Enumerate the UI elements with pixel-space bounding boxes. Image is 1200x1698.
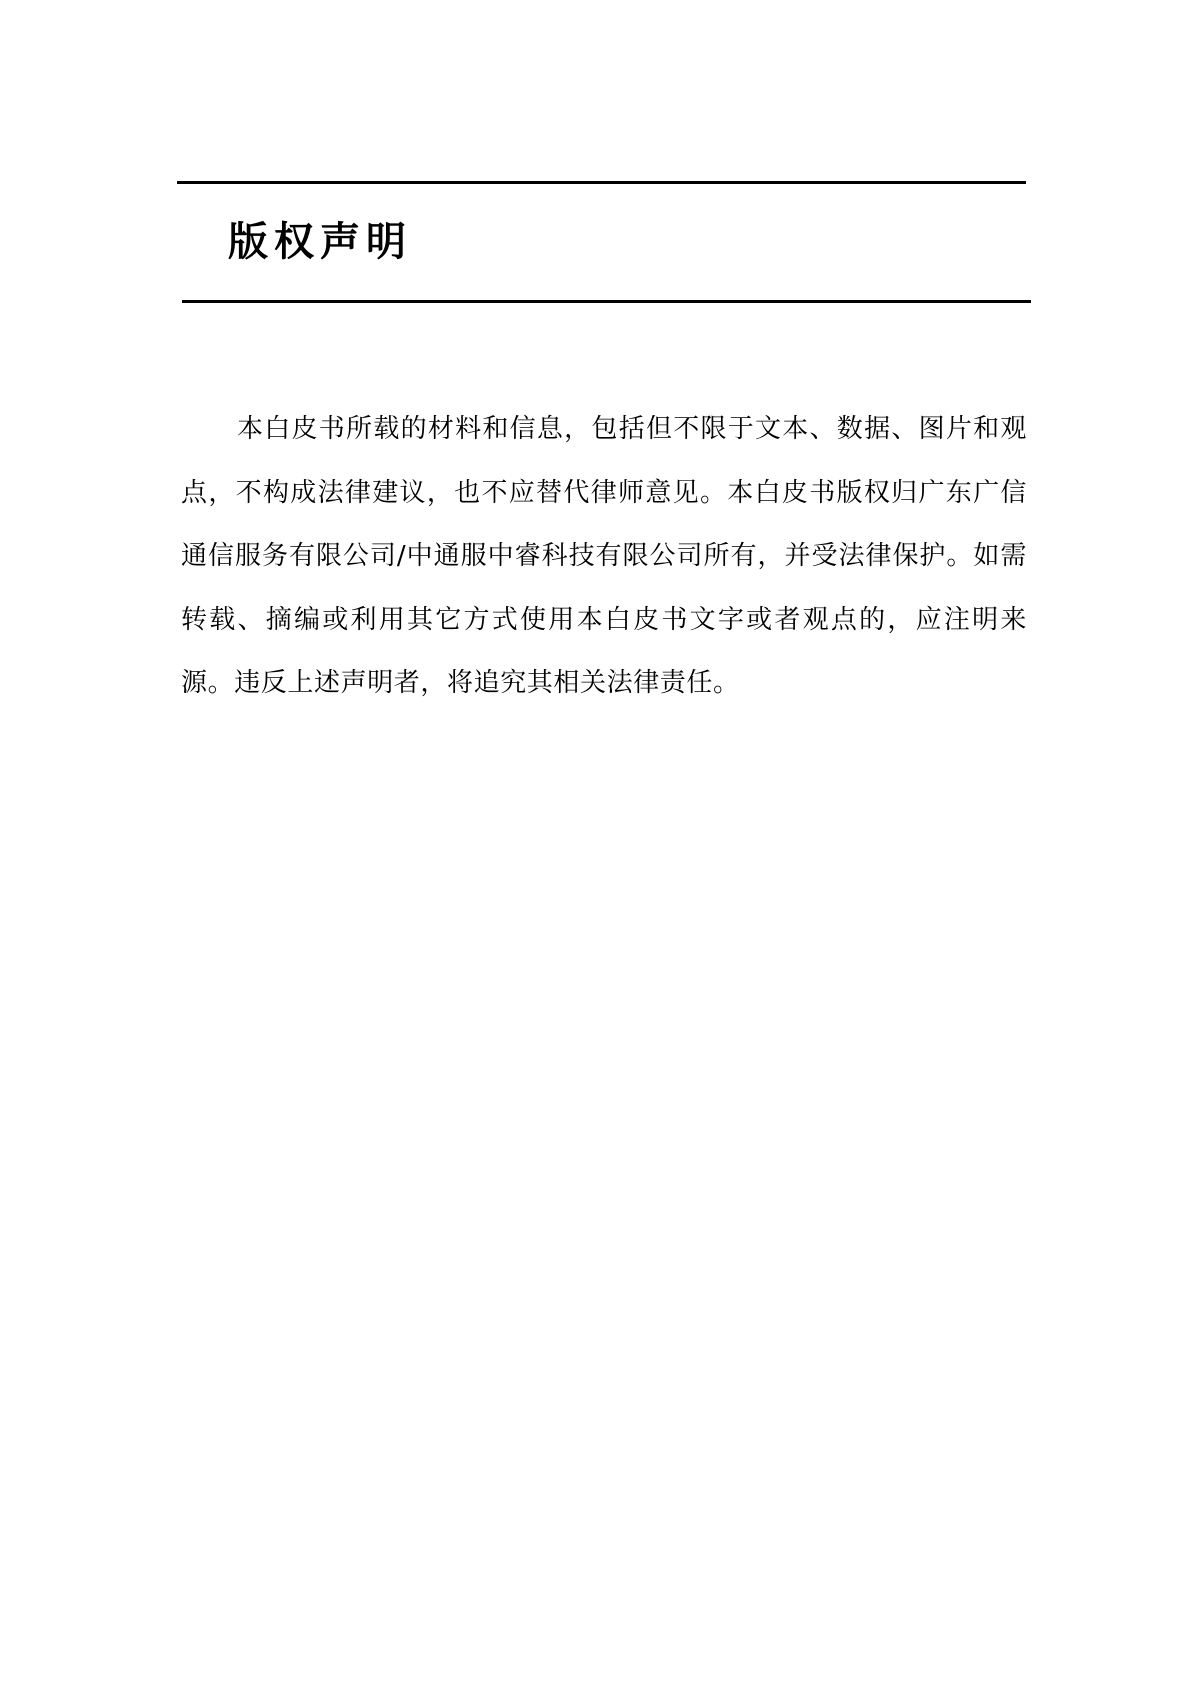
copyright-statement: 本白皮书所载的材料和信息，包括但不限于文本、数据、图片和观点，不构成法律建议，也不应替代律师意见。本白皮书版权归广东广信通信服务有限公司/中通服中睿科技有限公司所有，并受法律保护。如需转载、摘编或利用其它方式使用本白皮书文字或者观点的，应注明来源。违反上述声明者，将追究其相关法律责任。 — [181, 414, 1027, 698]
bottom-divider — [182, 300, 1031, 303]
top-divider — [177, 181, 1026, 184]
page-title: 版权声明 — [228, 218, 412, 265]
